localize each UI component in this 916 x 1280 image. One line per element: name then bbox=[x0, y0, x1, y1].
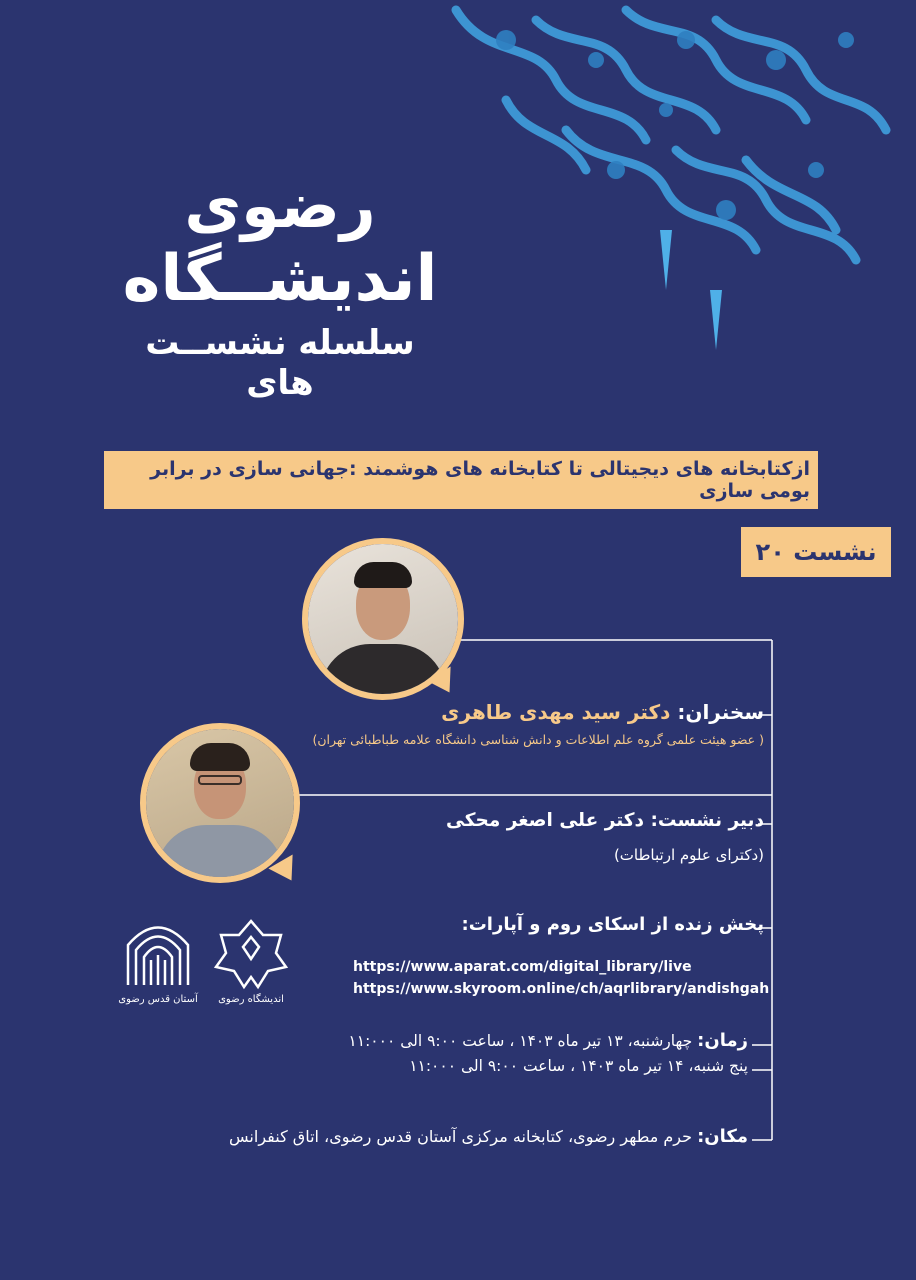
astan-quds-logo-icon bbox=[118, 915, 198, 1015]
moderator-line bbox=[446, 810, 764, 831]
speaker-name: دکتر سید مهدی طاهری bbox=[441, 700, 671, 724]
time-line-2 bbox=[409, 1057, 748, 1075]
speaker-line bbox=[441, 700, 764, 724]
moderator-affiliation: (دکترای علوم ارتباطات) bbox=[613, 846, 764, 864]
andishgah-logo-icon bbox=[206, 915, 296, 1015]
title-andishgah: اندیشــگاه bbox=[122, 242, 438, 316]
title-block bbox=[110, 169, 450, 403]
session-number-badge: نشست ۲۰ bbox=[741, 527, 891, 577]
topic-banner: ازکتابخانه های دیجیتالی تا کتابخانه های هوشمند :جهانی سازی در برابر بومی سازی bbox=[104, 451, 818, 509]
place-value: حرم مطهر رضوی، کتابخانه مرکزی آستان قدس رضوی، اتاق کنفرانس bbox=[229, 1127, 692, 1146]
title-series: سلسله نشســت های bbox=[145, 323, 415, 403]
place-line bbox=[229, 1126, 748, 1147]
time-value-1: چهارشنبه، ۱۳ تیر ماه ۱۴۰۳ ، ساعت ۹:۰۰ الی ۱۱:۰۰۰ bbox=[348, 1032, 693, 1050]
time-value-2: پنج شنبه، ۱۴ تیر ماه ۱۴۰۳ ، ساعت ۹:۰۰ الی ۱۱:۰۰۰ bbox=[409, 1057, 748, 1075]
skyroom-link[interactable]: https://www.skyroom.online/ch/aqrlibrary/andishgah bbox=[353, 981, 770, 997]
speaker-label: سخنران: bbox=[677, 700, 764, 724]
moderator-name: دکتر علی اصغر محکی bbox=[446, 810, 645, 831]
place-label: مکان: bbox=[697, 1126, 748, 1147]
moderator-label: دبیر نشست: bbox=[650, 810, 764, 831]
time-label: زمان: bbox=[697, 1030, 748, 1051]
live-stream-label: پخش زنده از اسکای روم و آپارات: bbox=[461, 914, 764, 935]
time-line-1 bbox=[348, 1030, 748, 1051]
moderator-photo bbox=[140, 723, 300, 883]
aparat-link[interactable]: https://www.aparat.com/digital_library/live bbox=[353, 959, 692, 975]
speaker-affiliation: ( عضو هیئت علمی گروه علم اطلاعات و دانش شناسی دانشگاه علامه طباطبائی تهران) bbox=[312, 732, 764, 747]
astan-quds-caption: آستان قدس رضوی bbox=[118, 994, 198, 1005]
andishgah-caption: اندیشگاه رضوی bbox=[218, 994, 284, 1005]
title-razavi: رضوی bbox=[184, 169, 376, 242]
calligraphy-ornament-icon bbox=[416, 0, 896, 380]
